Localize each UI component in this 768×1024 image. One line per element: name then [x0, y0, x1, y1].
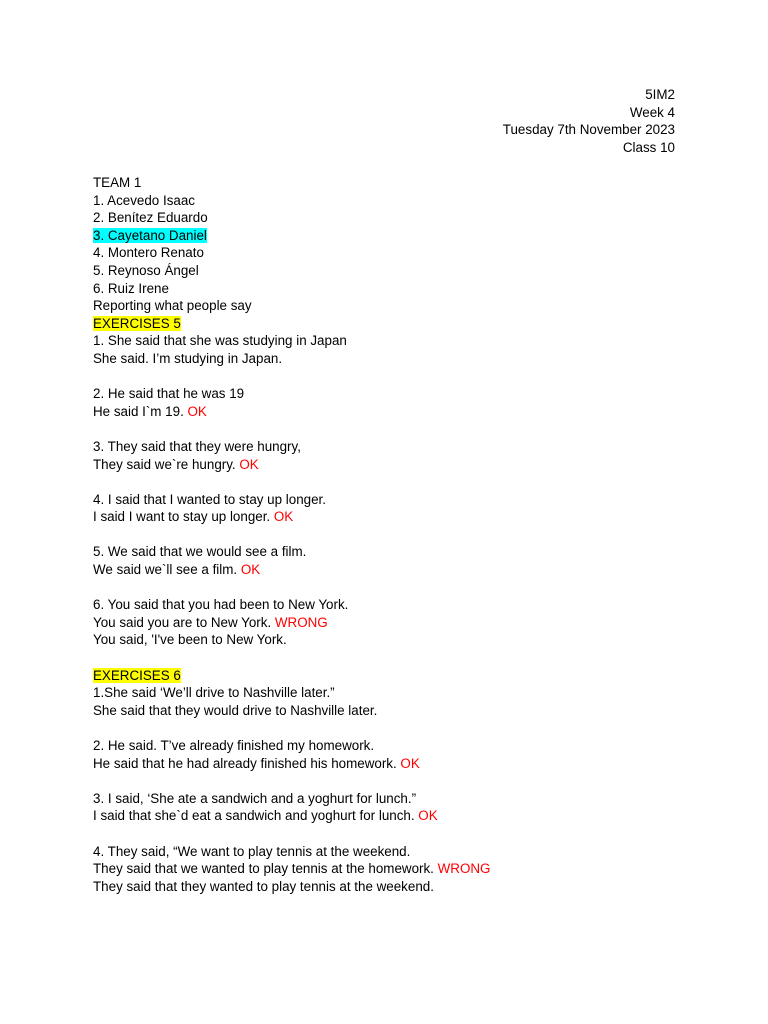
date-label: Tuesday 7th November 2023 [502, 122, 675, 138]
topic-title: Reporting what people say [93, 298, 252, 314]
exercise-correction: They said that they wanted to play tennis at the weekend. [93, 878, 434, 894]
team-member: 2. Benítez Eduardo [93, 210, 208, 226]
exercises-5-heading [93, 315, 713, 333]
class-label: Class 10 [622, 139, 675, 155]
mark-wrong: WRONG [274, 614, 328, 630]
exercise-answer: He said I`m 19. OK [93, 403, 207, 419]
cyan-highlight: 3. Cayetano Daniel [93, 227, 207, 243]
exercise-prompt: 1. She said that she was studying in Japan [93, 333, 347, 349]
group-code: 5IM2 [645, 87, 675, 102]
exercise-prompt: 3. I said, ‘She ate a sandwich and a yoghurt for lunch.” [93, 790, 417, 806]
exercise-prompt: 5. We said that we would see a film. [93, 544, 307, 560]
exercise-prompt: 1.She said ‘We’ll drive to Nashville later.” [93, 685, 335, 701]
exercise-answer: She said that they would drive to Nashville later. [93, 702, 378, 718]
mark-ok: OK [418, 808, 438, 824]
exercise-answer: I said that she`d eat a sandwich and yoghurt for lunch. OK [93, 808, 438, 824]
mark-ok: OK [273, 509, 294, 525]
exercise-prompt: 6. You said that you had been to New York. [93, 597, 349, 613]
mark-ok: OK [400, 755, 420, 771]
exercise-answer: They said we`re hungry. OK [93, 456, 259, 472]
exercise-answer: You said you are to New York. WRONG [93, 614, 328, 630]
team-member-highlighted [93, 227, 713, 245]
team-title: TEAM 1 [93, 175, 142, 190]
exercise-prompt: 4. They said, “We want to play tennis at the weekend. [93, 843, 411, 859]
document-body [93, 174, 713, 895]
document-header [503, 86, 675, 156]
yellow-highlight: EXERCISES 6 [93, 667, 181, 683]
exercises-6-heading [93, 667, 713, 685]
exercise-answer: I said I want to stay up longer. OK [93, 509, 294, 525]
exercise-prompt: 2. He said. T’ve already finished my homework. [93, 738, 375, 753]
exercise-answer: He said that he had already finished his homework. OK [93, 755, 420, 771]
exercise-correction: You said, 'I've been to New York. [93, 632, 287, 648]
exercise-prompt: 4. I said that I wanted to stay up longer. [93, 491, 326, 507]
exercise-answer: They said that we wanted to play tennis at the homework. WRONG [93, 861, 491, 877]
team-member: 5. Reynoso Ángel [93, 262, 199, 278]
exercise-answer: We said we`ll see a film. OK [93, 562, 261, 578]
exercise-answer: She said. I’m studying in Japan. [93, 350, 283, 366]
mark-wrong: WRONG [437, 861, 491, 877]
team-member: 1. Acevedo Isaac [93, 192, 195, 208]
week-label: Week 4 [629, 104, 675, 120]
mark-ok: OK [240, 562, 261, 578]
mark-ok: OK [239, 456, 259, 472]
team-member: 6. Ruiz Irene [93, 280, 169, 296]
team-member: 4. Montero Renato [93, 245, 204, 261]
exercise-prompt: 2. He said that he was 19 [93, 386, 245, 402]
yellow-highlight: EXERCISES 5 [93, 315, 181, 331]
mark-ok: OK [187, 403, 207, 419]
exercise-prompt: 3. They said that they were hungry, [93, 438, 301, 454]
